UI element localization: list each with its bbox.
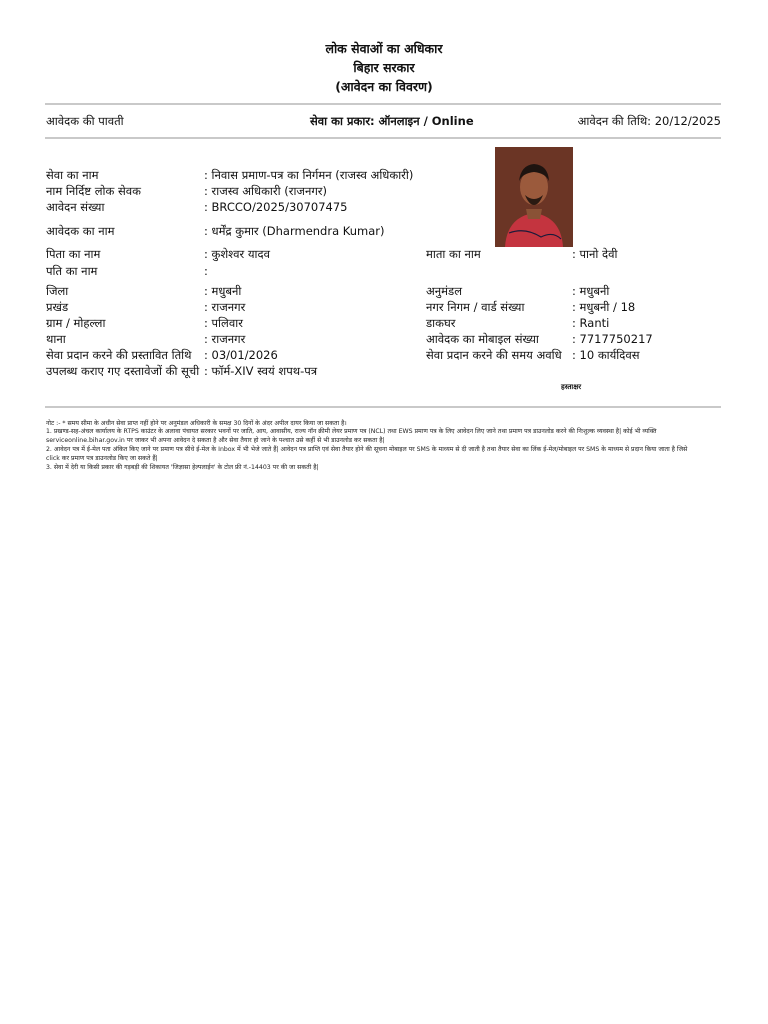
note-3: 3. सेवा में देरी या किसी प्रकार की गड़बड़ी की शिकायत 'जिज्ञासा हेल्पलाईन' के टोल फ्री नं.-14403 पर की जा सकती है|: [46, 464, 319, 471]
meta-divider: [45, 137, 721, 139]
subdivision-value: : मधुबनी: [572, 284, 610, 298]
notes-divider: [45, 406, 721, 408]
father-name-value: : कुशेश्वर यादव: [204, 247, 270, 261]
note-2-line-1: 2. आवेदन पत्र में ई-मेल पता अंकित किए जाने पर प्रमाण पत्र सीधे ई-मेल के Inbox में भी भेजे जाते हैं| आवेदन पत्र प्राप्ति एवं सेवा तैयार होने की सूचना मोबाइल पर SMS के माध्यम से दी जाती है तथा तैयार सेवा का लिंक ई-मेल/मोबाइल पर SMS के माध्यम से प्रदान किया जाता है जिसे: [46, 446, 688, 453]
service-type: सेवा का प्रकार: ऑनलाइन / Online: [310, 114, 474, 128]
village-label: ग्राम / मोहल्ला: [46, 316, 106, 330]
note-2-line-2: click कर प्रमाण पत्र डाउनलोड किए जा सकते हैं|: [46, 455, 158, 462]
district-label: जिला: [46, 284, 69, 298]
village-value: : पलिवार: [204, 316, 243, 330]
mobile-label: आवेदक का मोबाइल संख्या: [426, 332, 539, 346]
documents-label: उपलब्ध कराए गए दस्तावेजों की सूची: [46, 364, 200, 378]
proposed-date-label: सेवा प्रदान करने की प्रस्तावित तिथि: [46, 348, 192, 362]
mobile-value: : 7717750217: [572, 332, 653, 346]
note-1-line-1: 1. प्रखण्ड-सह-अंचल कार्यालय के RTPS काउंटर के अलावा पंचायत सरकार भवनों पर जाति, आय, आवासीय, राज्य नॉन क्रीमी लेयर प्रमाण पत्र (NCL) तथा EWS प्रमाण पत्र के लिए आवेदन लिए जाने तथा प्रमाण पत्र डाउनलोड करने की निःशुल्क व्यवस्था है| कोई भी व्यक्ति: [46, 428, 657, 435]
proposed-date-value: : 03/01/2026: [204, 348, 278, 362]
applicant-photo: [495, 147, 573, 247]
ward-value: : मधुबनी / 18: [572, 300, 636, 314]
post-office-label: डाकघर: [426, 316, 456, 330]
mother-name-label: माता का नाम: [426, 247, 481, 261]
note-intro: नोट :- * समय सीमा के अधीन सेवा प्राप्त नहीं होने पर अनुमंडल अधिकारी के समक्ष 30 दिनों के अंदर अपील दायर किया जा सकता है।: [46, 420, 347, 427]
ward-label: नगर निगम / वार्ड संख्या: [426, 300, 525, 314]
block-label: प्रखंड: [46, 300, 69, 314]
application-number-label: आवेदन संख्या: [46, 200, 105, 214]
mother-name-value: : पानो देवी: [572, 247, 618, 261]
block-value: : राजनगर: [204, 300, 246, 314]
application-number-value: : BRCCO/2025/30707475: [204, 200, 348, 214]
police-station-label: थाना: [46, 332, 66, 346]
service-duration-value: : 10 कार्यदिवस: [572, 348, 640, 362]
officer-value: : राजस्व अधिकारी (राजनगर): [204, 184, 328, 198]
top-divider: [45, 103, 721, 105]
signature-label: हस्ताक्षर: [561, 383, 582, 391]
subdivision-label: अनुमंडल: [426, 284, 462, 298]
applicant-name-label: आवेदक का नाम: [46, 224, 115, 238]
husband-name-label: पति का नाम: [46, 264, 98, 278]
father-name-label: पिता का नाम: [46, 247, 101, 261]
header-title: लोक सेवाओं का अधिकार: [325, 41, 443, 56]
district-value: : मधुबनी: [204, 284, 242, 298]
receipt-label: आवेदक की पावती: [46, 114, 124, 128]
header-subtitle: (आवेदन का विवरण): [335, 79, 433, 94]
service-duration-label: सेवा प्रदान करने की समय अवधि: [426, 348, 562, 362]
post-office-value: : Ranti: [572, 316, 610, 330]
note-1-line-2: serviceonline.bihar.gov.in पर जाकर भी अपना आवेदन दे सकता है और सेवा तैयार हो जाने के पश्चात उसे कहीं से भी डाउनलोड कर सकता है|: [46, 437, 385, 444]
application-date: आवेदन की तिथि: 20/12/2025: [577, 114, 721, 128]
police-station-value: : राजनगर: [204, 332, 246, 346]
header-government: बिहार सरकार: [353, 60, 415, 75]
service-name-value: : निवास प्रमाण-पत्र का निर्गमन (राजस्व अधिकारी): [204, 168, 414, 182]
service-name-label: सेवा का नाम: [46, 168, 99, 182]
applicant-name-value: : धर्मेंद्र कुमार (Dharmendra Kumar): [204, 224, 385, 238]
documents-value: : फॉर्म-XIV स्वयं शपथ-पत्र: [204, 364, 318, 378]
officer-label: नाम निर्दिष्ट लोक सेवक: [46, 184, 141, 198]
person-icon: [495, 147, 573, 247]
husband-name-value: :: [204, 264, 208, 278]
